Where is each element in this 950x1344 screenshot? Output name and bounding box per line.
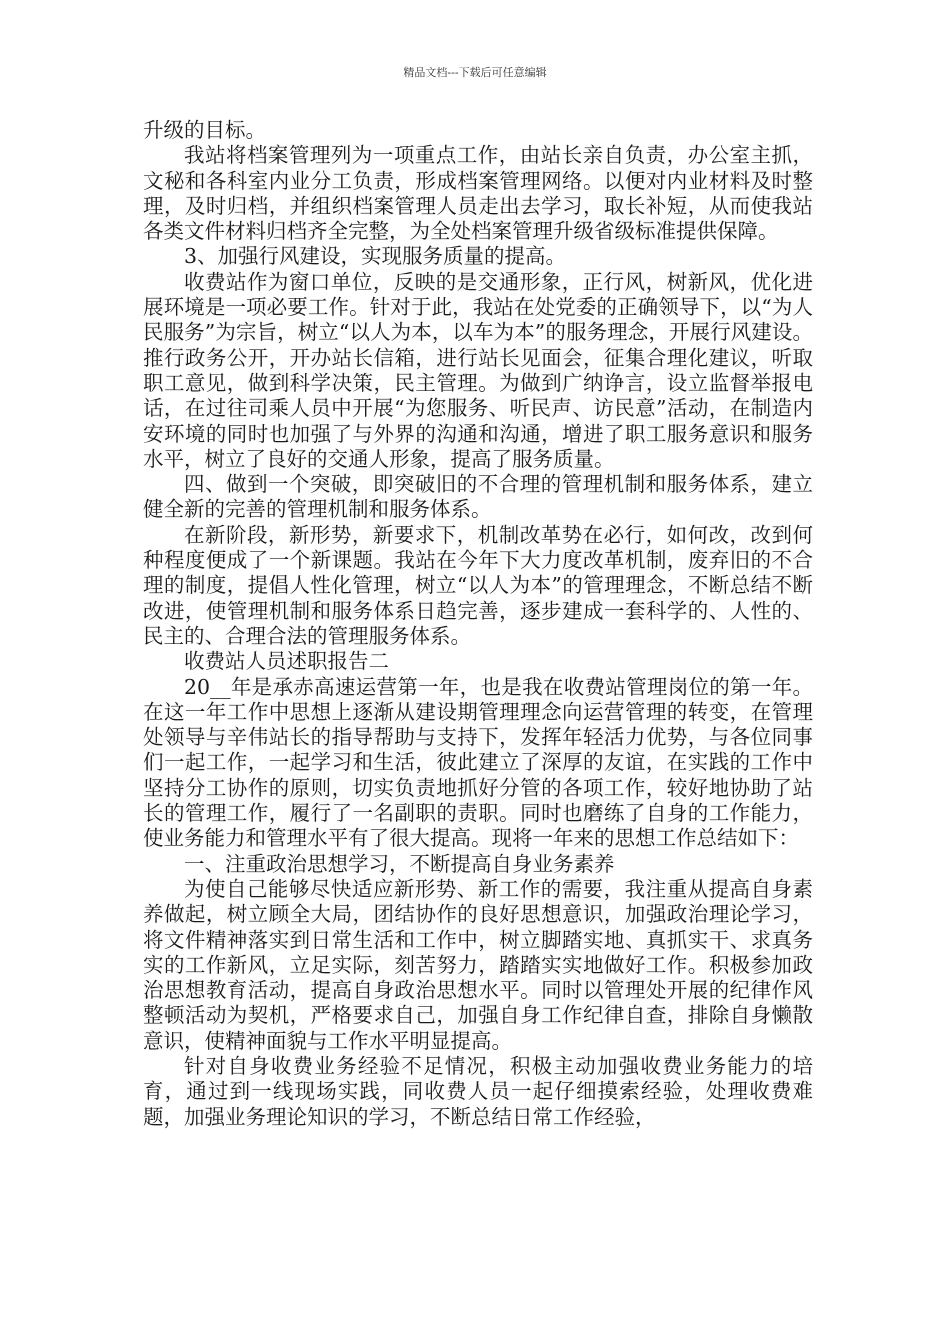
section-heading: 一、注重政治思想学习，不断提高自身业务素养 <box>184 851 615 876</box>
paragraph: 20__年是承赤高速运营第一年，也是我在收费站管理岗位的第一年。在这一年工作中思想上逐渐从建设期管理理念向运营管理的转变，在管理处领导与辛伟站长的指导帮助与支持下，发挥年轻活力优势，与各位同事们一起工作，一起学习和生活，彼此建立了深厚的友谊，在实践的工作中坚持分工协作的原则，切实负责地抓好分管的各项工作，较好地协助了站长的管理工作，履行了一名副职的责职。同时也磨练了自身的工作能力，使业务能力和管理水平有了很大提高。现将一年来的思想工作总结如下： <box>143 674 813 851</box>
paragraph: 收费站作为窗口单位，反映的是交通形象，正行风，树新风，优化进展环境是一项必要工作。针对于此，我站在处党委的正确领导下，以“为人民服务”为宗旨，树立“以人为本，以车为本”的服务理念，开展行风建设。推行政务公开，开办站长信箱，进行站长见面会，征集合理化建议，听取职工意见，做到科学决策，民主管理。为做到广纳诤言，设立监督举报电话，在过往司乘人员中开展“为您服务、听民声、访民意”活动，在制造内安环境的同时也加强了与外界的沟通和沟通，增进了职工服务意识和服务水平，树立了良好的交通人形象，提高了服务质量。 <box>143 269 813 471</box>
document-body <box>143 118 813 1130</box>
paragraph: 针对自身收费业务经验不足情况，积极主动加强收费业务能力的培育，通过到一线现场实践，同收费人员一起仔细摸索经验，处理收费难题，加强业务理论知识的学习，不断总结日常工作经验， <box>143 1053 813 1129</box>
paragraph: 升级的目标。 <box>143 118 266 142</box>
section-heading: 3、加强行风建设，实现服务质量的提高。 <box>184 244 567 269</box>
report-title: 收费站人员述职报告二 <box>184 649 389 674</box>
paragraph: 在新阶段，新形势，新要求下，机制改革势在必行，如何改，改到何种程度便成了一个新课题。我站在今年下大力度改革机制，废弃旧的不合理的制度，提倡人性化管理，树立“以人为本”的管理理念，不断总结不断改进，使管理机制和服务体系日趋完善，逐步建成一套科学的、人性的、民主的、合理合法的管理服务体系。 <box>143 522 813 648</box>
page-header: 精品文档---下载后可任意编辑 <box>403 66 547 79</box>
paragraph: 为使自己能够尽快适应新形势、新工作的需要，我注重从提高自身素养做起，树立顾全大局，团结协作的良好思想意识，加强政治理论学习，将文件精神落实到日常生活和工作中，树立脚踏实地、真抓实干、求真务实的工作新风，立足实际，刻苦努力，踏踏实实地做好工作。积极参加政治思想教育活动，提高自身政治思想水平。同时以管理处开展的纪律作风整顿活动为契机，严格要求自己，加强自身工作纪律自查，排除自身懒散意识，使精神面貌与工作水平明显提高。 <box>143 876 813 1053</box>
paragraph: 我站将档案管理列为一项重点工作，由站长亲自负责，办公室主抓，文秘和各科室内业分工负责，形成档案管理网络。以便对内业材料及时整理，及时归档，并组织档案管理人员走出去学习，取长补短，从而使我站各类文件材料归档齐全完整，为全处档案管理升级省级标准提供保障。 <box>143 143 813 244</box>
section-heading: 四、做到一个突破，即突破旧的不合理的管理机制和服务体系，建立健全新的完善的管理机制和服务体系。 <box>143 472 813 522</box>
